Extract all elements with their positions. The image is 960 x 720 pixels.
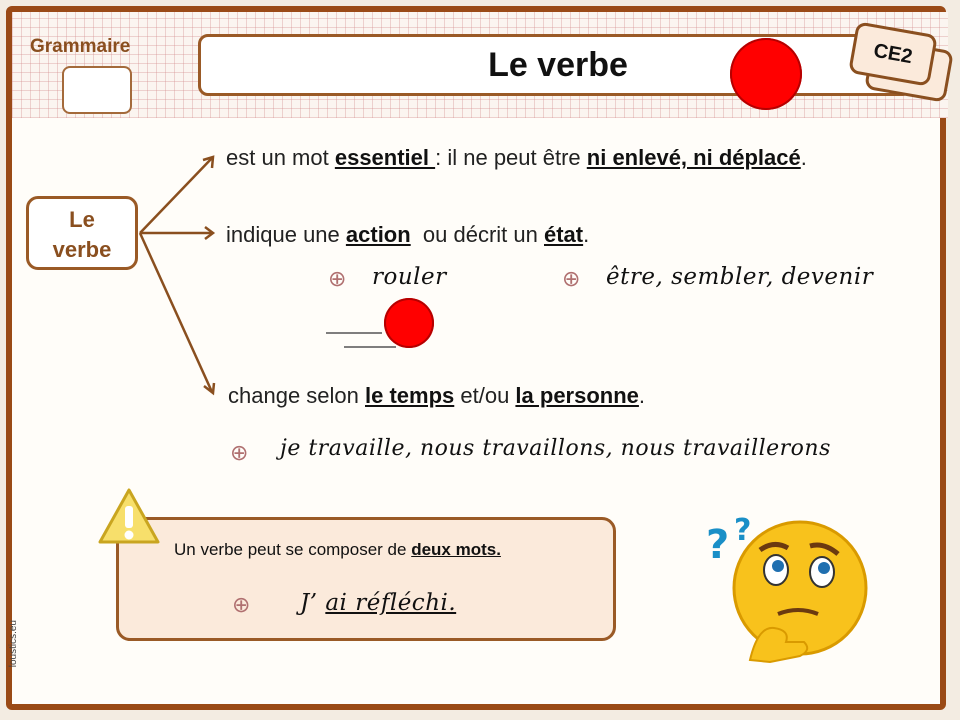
rule-2-key2: état [544,222,584,247]
rule-1-end: . [800,145,807,170]
svg-text:?: ? [734,513,752,548]
note-example [300,590,456,616]
rule-3-key2: la personne [515,383,639,408]
rule-3 [228,383,645,409]
warning-icon [96,486,162,548]
note-text [174,540,501,560]
bullet-icon-1: ⊕ [328,266,347,291]
rule-2-key: action [345,222,411,247]
note-example-prefix: J’ [300,590,326,616]
rule-3-text: change selon [228,383,365,408]
arrow-3 [140,233,212,392]
example-action: rouler [372,264,447,290]
note-text-key: deux mots. [411,540,501,559]
example-etat: être, sembler, devenir [606,264,874,290]
side-credit: loustics.eu [8,620,19,668]
svg-text:?: ? [706,522,730,568]
red-dot-marker-2 [384,298,434,348]
level-badge: CE2 [848,21,938,86]
bullet-icon-2: ⊕ [562,266,581,291]
rule-1 [226,145,807,171]
rule-3-end: . [638,383,646,408]
rule-3-key: le temps [365,383,455,408]
category-label: Grammaire [30,36,131,57]
note-example-key: ai réfléchi. [325,590,457,616]
note-text-plain: Un verbe peut se composer de [174,540,412,559]
rule-3-text2: et/ou [454,383,516,408]
rule-2-text2: ou décrit un [410,222,544,247]
rule-1-key: essentiel [334,145,436,170]
rule-1-key2: ni enlevé, ni déplacé [586,145,801,170]
rule-1-text: est un mot [226,145,335,170]
main-concept-line1: Le [69,207,95,232]
note-box [116,517,616,641]
rule-2 [226,222,589,248]
rule-1-text2: : il ne peut être [435,145,587,170]
bullet-icon-4: ⊕ [232,592,251,617]
page-title: Le verbe [488,46,628,84]
example-conjugation: je travaille, nous travaillons, nous travaillerons [280,436,831,461]
thinking-emoji-icon [700,510,872,666]
bullet-icon-3: ⊕ [230,440,249,465]
rule-2-text: indique une [226,222,346,247]
main-concept-line2: verbe [52,237,112,262]
arrow-1 [140,158,212,233]
rule-2-end: . [583,222,590,247]
